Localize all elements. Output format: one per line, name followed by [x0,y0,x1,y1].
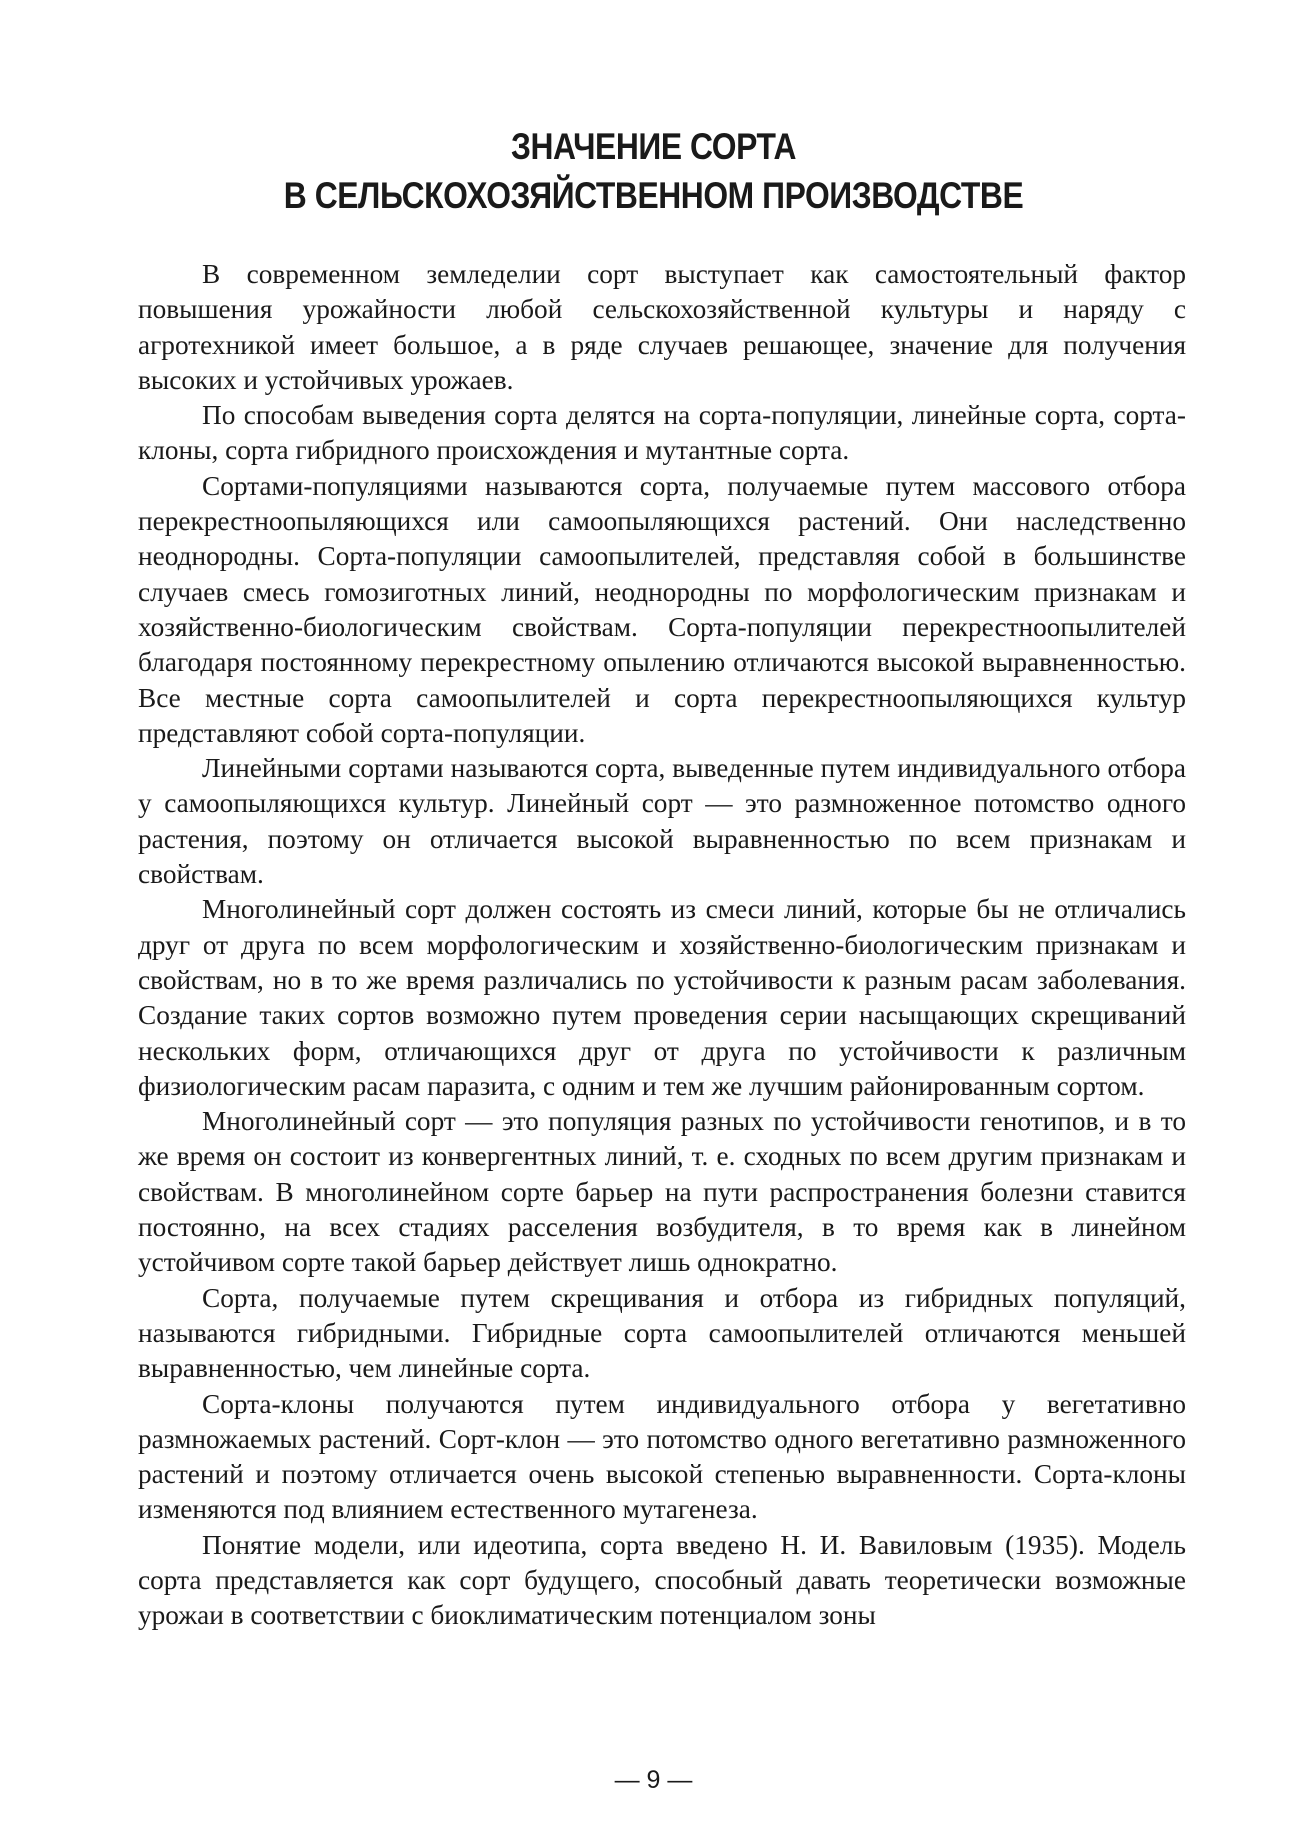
title-line-2: В СЕЛЬСКОХОЗЯЙСТВЕННОМ ПРОИЗВОДСТВЕ [283,175,1024,216]
page-title [229,122,1078,220]
paragraph: Понятие модели, или идеотипа, сорта введено Н. И. Вавиловым (1935). Модель сорта представляется как сорт будущего, способный давать теоретически возможные урожаи в соответствии с биоклиматическим потенциалом зоны [138,1529,1186,1631]
paragraph: По способам выведения сорта делятся на сорта-популяции, линейные сорта, сорта-клоны, сорта гибридного происхождения и мутантные сорта. [138,400,1186,466]
paragraph: Многолинейный сорт должен состоять из смеси линий, которые бы не отличались друг от друга по всем морфологическим и хозяйственно-биологическим признакам и свойствам, но в то же время различались по устойчивости к разным расам заболевания. Создание таких сортов возможно путем проведения серии насыщающих скрещиваний нескольких форм, отличающихся друг от друга по устойчивости к различным физиологическим расам паразита, с одним и тем же лучшим районированным сортом. [138,894,1186,1101]
paragraph: Сорта-клоны получаются путем индивидуального отбора у вегетативно размножаемых растений. Сорт-клон — это потомство одного вегетативно размноженного растений и поэтому отличается очень высокой степенью выравненности. Сорта-клоны изменяются под влиянием естественного мутагенеза. [138,1388,1186,1525]
paragraph: Линейными сортами называются сорта, выведенные путем индивидуального отбора у самоопыляющихся культур. Линейный сорт — это размноженное потомство одного растения, поэтому он отличается высокой выравненностью по всем признакам и свойствам. [138,753,1186,890]
body-text [138,257,1186,1634]
paragraph: Сорта, получаемые путем скрещивания и отбора из гибридных популяций, называются гибридными. Гибридные сорта самоопылителей отличаются меньшей выравненностью, чем линейные сорта. [138,1282,1186,1384]
page-number: — 9 — [614,1766,693,1794]
paragraph: Многолинейный сорт — это популяция разных по устойчивости генотипов, и в то же время он состоит из конвергентных линий, т. е. сходных по всем другим признакам и свойствам. В многолинейном сорте барьер на пути распространения болезни ставится постоянно, на всех стадиях расселения возбудителя, в то время как в линейном устойчивом сорте такой барьер действует лишь однократно. [138,1106,1186,1278]
title-line-1: ЗНАЧЕНИЕ СОРТА [510,126,797,167]
paragraph: Сортами-популяциями называются сорта, получаемые путем массового отбора перекрестноопыляющихся или самоопыляющихся растений. Они наследственно неоднородны. Сорта-популяции самоопылителей, представляя собой в большинстве случаев смесь гомозиготных линий, неоднородны по морфологическим признакам и хозяйственно-биологическим свойствам. Сорта-популяции перекрестноопылителей благодаря постоянному перекрестному опылению отличаются высокой выравненностью. Все местные сорта самоопылителей и сорта перекрестноопыляющихся культур представляют собой сорта-популяции. [138,470,1186,748]
paragraph: В современном земледелии сорт выступает как самостоятельный фактор повышения урожайности любой сельскохозяйственной культуры и наряду с агротехникой имеет большое, а в ряде случаев решающее, значение для получения высоких и устойчивых урожаев. [138,259,1186,395]
